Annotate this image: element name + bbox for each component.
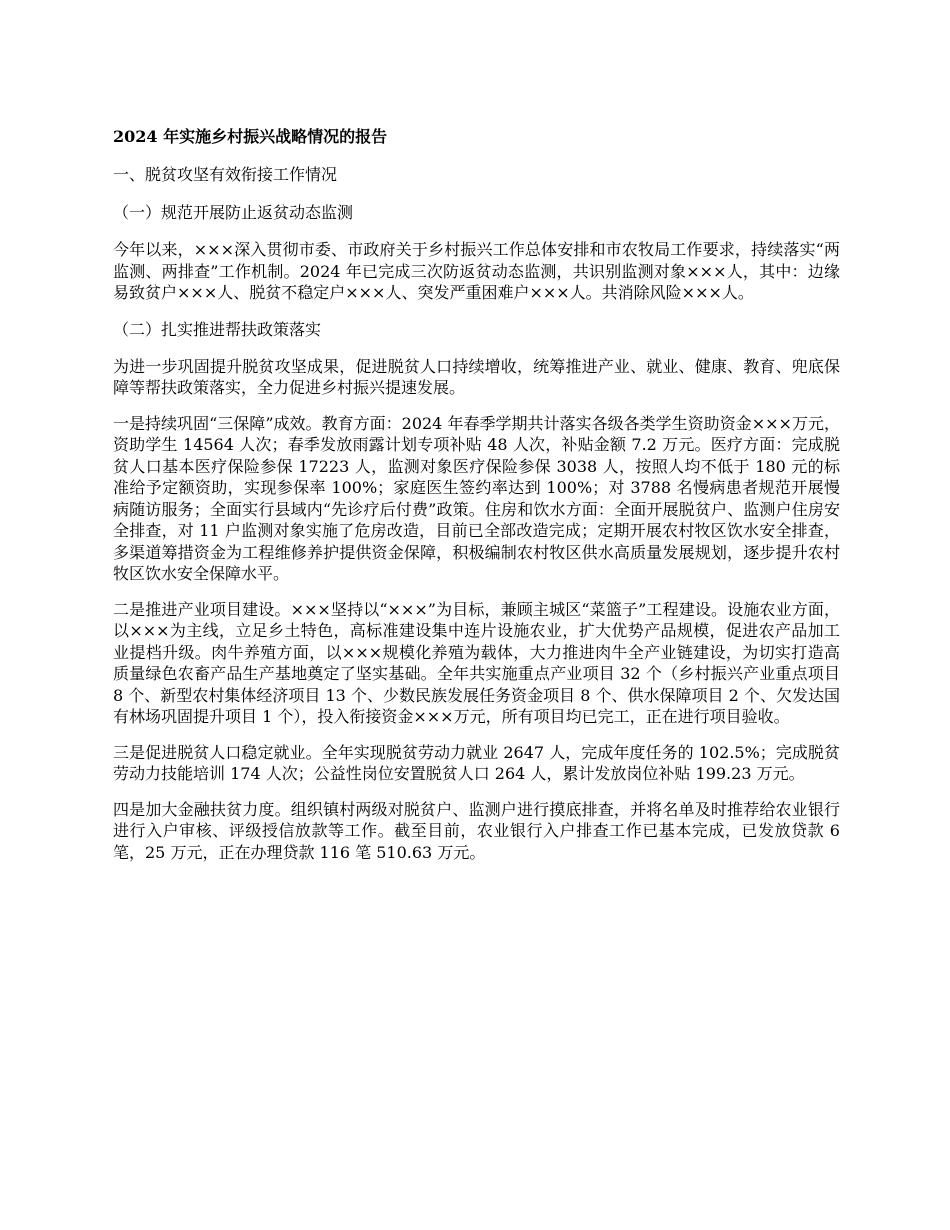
paragraph-employment: 三是促进脱贫人口稳定就业。全年实现脱贫劳动力就业 2647 人，完成年度任务的 102.5%；完成脱贫劳动力技能培训 174 人次；公益性岗位安置脱贫人口 264 人，累计发放岗位补贴 199.23 万元。 xyxy=(113,742,840,783)
subsection-heading-1: （一）规范开展防止返贫动态监测 xyxy=(113,203,354,222)
section-heading-1: 一、脱贫攻坚有效衔接工作情况 xyxy=(113,165,338,184)
document-page xyxy=(113,125,840,877)
paragraph-monitoring: 今年以来，×××深入贯彻市委、市政府关于乡村振兴工作总体安排和市农牧局工作要求，持续落实“两监测、两排查”工作机制。2024 年已完成三次防返贫动态监测，共识别监测对象×××人，其中：边缘易致贫户×××人、脱贫不稳定户×××人、突发严重困难户×××人。共消除风险×××人。 xyxy=(113,240,840,302)
paragraph-policy-intro: 为进一步巩固提升脱贫攻坚成果，促进脱贫人口持续增收，统筹推进产业、就业、健康、教育、兜底保障等帮扶政策落实，全力促进乡村振兴提速发展。 xyxy=(113,356,840,397)
subsection-heading-2: （二）扎实推进帮扶政策落实 xyxy=(113,319,322,339)
document-title: 2024 年实施乡村振兴战略情况的报告 xyxy=(113,127,388,146)
paragraph-three-guarantees: 一是持续巩固“三保障”成效。教育方面：2024 年春季学期共计落实各级各类学生资助资金×××万元，资助学生 14564 人次；春季发放雨露计划专项补贴 48 人次，补贴金额 7.2 万元。医疗方面：完成脱贫人口基本医疗保险参保 17223 人，监测对象医疗保险参保 3038 人，按照人均不低于 180 元的标准给予定额资助，实现参保率 100%；家庭医生签约率达到 100%；对 3788 名慢病患者规范开展慢病随访服务；全面实行县域内“先诊疗后付费”政策。住房和饮水方面：全面开展脱贫户、监测户住房安全排查，对 11 户监测对象实施了危房改造，目前已全部改造完成；定期开展农村牧区饮水安全排查，多渠道筹措资金为工程维修养护提供资金保障，积极编制农村牧区供水高质量发展规划，逐步提升农村牧区饮水安全保障水平。 xyxy=(113,413,840,583)
paragraph-financial-support: 四是加大金融扶贫力度。组织镇村两级对脱贫户、监测户进行摸底排查，并将名单及时推荐给农业银行进行入户审核、评级授信放款等工作。截至目前，农业银行入户排查工作已基本完成，已发放贷款 6 笔，25 万元，正在办理贷款 116 笔 510.63 万元。 xyxy=(113,799,840,862)
paragraph-industry-projects: 二是推进产业项目建设。×××坚持以“×××”为目标，兼顾主城区“菜篮子”工程建设。设施农业方面，以×××为主线，立足乡土特色，高标准建设集中连片设施农业，扩大优势产品规模，促进农产品加工业提档升级。肉牛养殖方面，以×××规模化养殖为载体，大力推进肉牛全产业链建设，为切实打造高质量绿色农畜产品生产基地奠定了坚实基础。全年共实施重点产业项目 32 个（乡村振兴产业重点项目 8 个、新型农村集体经济项目 13 个、少数民族发展任务资金项目 8 个、供水保障项目 2 个、欠发达国有林场巩固提升项目 1 个），投入衔接资金×××万元，所有项目均已完工，正在进行项目验收。 xyxy=(113,599,840,726)
